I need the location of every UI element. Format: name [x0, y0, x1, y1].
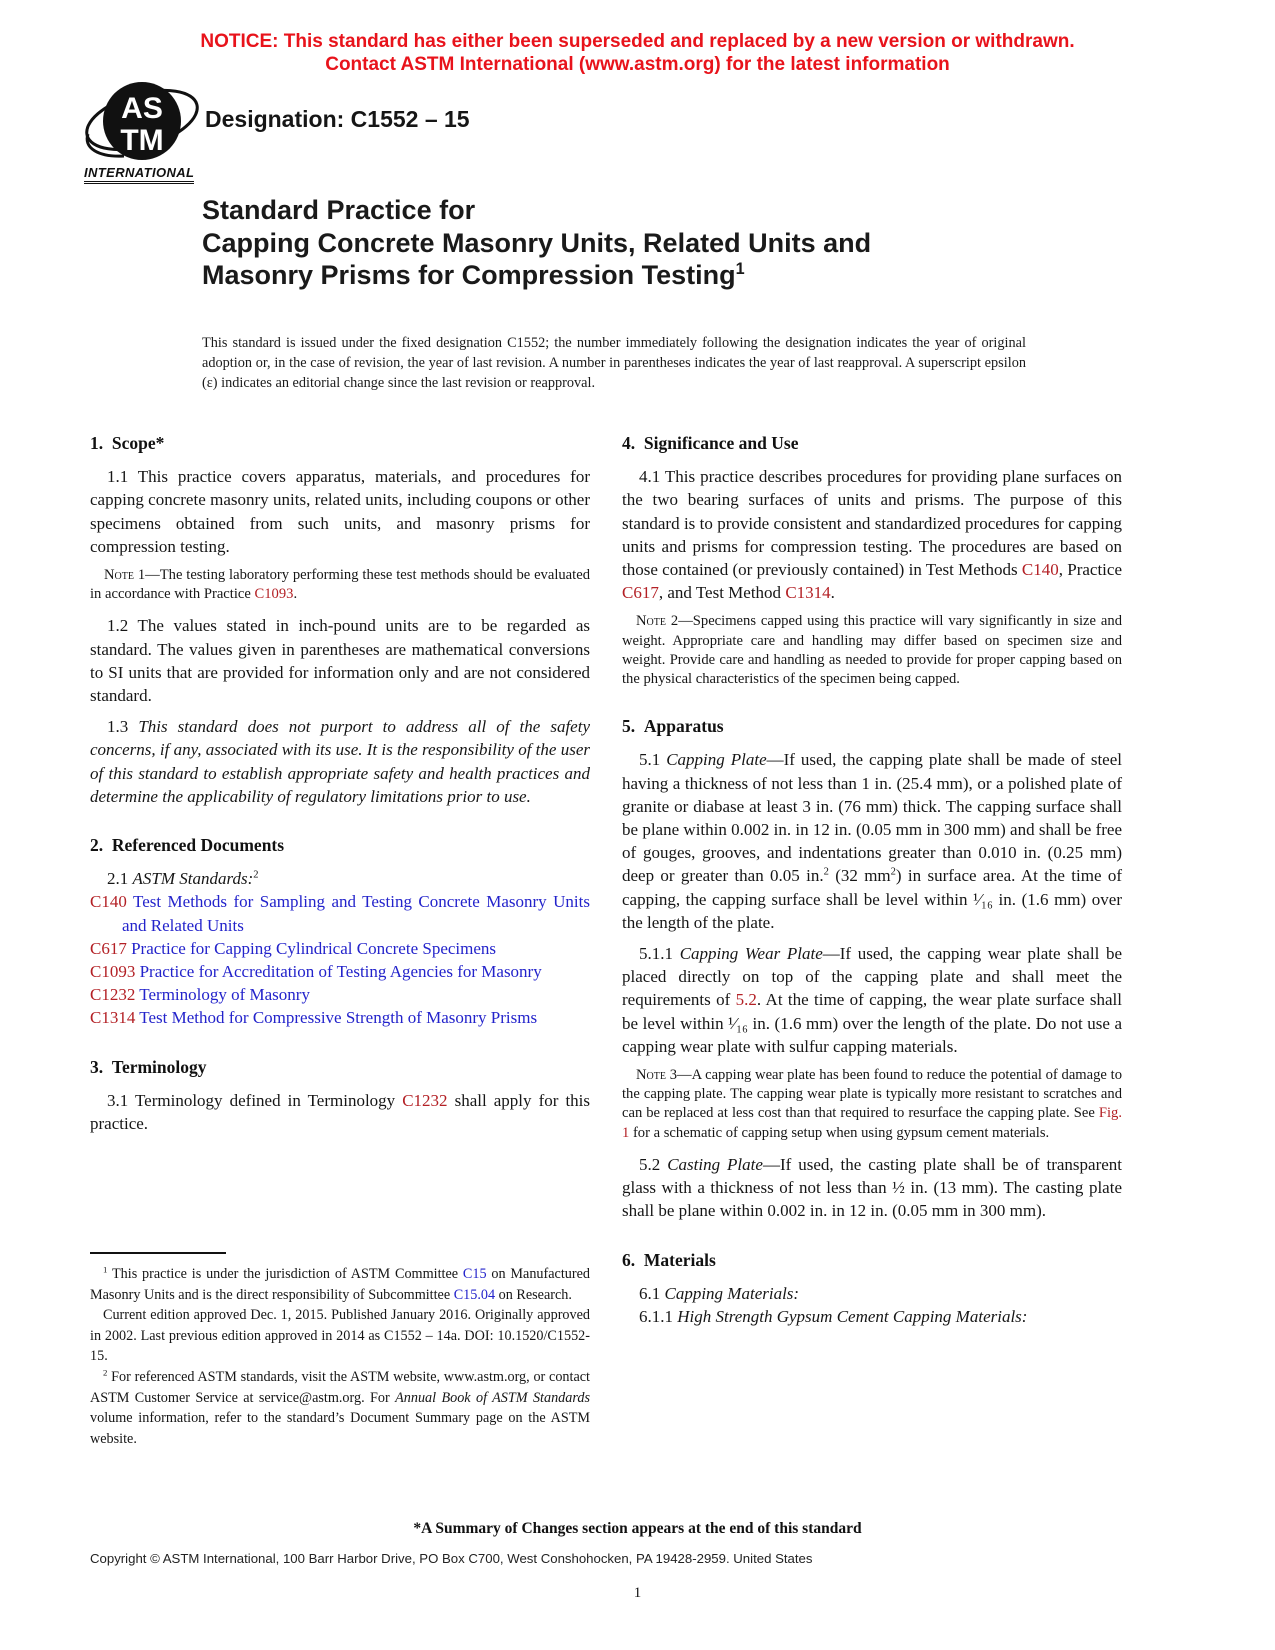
designation-text: Designation: C1552 – 15 — [205, 106, 470, 132]
ref-link[interactable]: C15.04 — [453, 1286, 496, 1303]
astm-logo — [84, 80, 210, 184]
footnote-edition: Current edition approved Dec. 1, 2015. Published January 2016. Originally approved in 2002. Last previous edition approved in 2014 as C1552 – 14a. DOI: 10.1520/C1552-15. — [90, 1307, 590, 1365]
para-6-1-1: 6.1.1 High Strength Gypsum Cement Capping Materials: — [639, 1306, 1028, 1326]
note-2: Note 2—Specimens capped using this practice will vary significantly in size and weight. Appropriate care and handling may differ based on specimen size and weight. Provide care and handling as needed to provide for proper capping based on the physical characteristics of the specimen being capped. — [622, 613, 1122, 688]
ref-link[interactable]: Terminology of Masonry — [135, 985, 310, 1005]
summary-of-changes-note: *A Summary of Changes section appears at the end of this standard — [413, 1520, 862, 1537]
footnote-1: $^1$ This practice is under the jurisdiction of ASTM Committee C15 on Manufactured Masonry Units and is the direct responsibility of Subcommittee C15.04 on Research. — [90, 1264, 590, 1303]
footnotes — [90, 1252, 590, 1449]
copyright-line: Copyright © ASTM International, 100 Barr Harbor Drive, PO Box C700, West Conshohocken, PA 19428-2959. United States — [90, 1551, 813, 1566]
section-significance-heading: 4. Significance and Use — [622, 433, 799, 453]
para-5-1-1: 5.1.1 Capping Wear Plate—If used, the capping wear plate shall be placed directly on top of the capping plate and shall meet the requirements of 5.2. At the time of capping, the wear plate surface shall be level within ¹⁄₁₆ in. (1.6 mm) over the length of the plate. Do not use a capping wear plate with sulfur capping materials. — [622, 944, 1123, 1056]
ref-link[interactable]: C140 — [90, 892, 127, 912]
ref-link[interactable]: C1093 — [254, 586, 294, 603]
para-5-2: 5.2 Casting Plate—If used, the casting plate shall be of transparent glass with a thickness of not less than ½ in. (13 mm). The casting plate shall be plane within 0.002 in. in 12 in. (0.05 mm in 300 mm). — [622, 1154, 1123, 1221]
footnote-separator — [90, 1252, 226, 1254]
section-terminology-heading: 3. Terminology — [90, 1056, 207, 1077]
para-6-1: 6.1 Capping Materials: — [639, 1283, 800, 1303]
astm-logo-letters-bottom: TM — [120, 124, 164, 157]
reference-item — [90, 1006, 590, 1029]
ref-link[interactable]: Fig. 1 — [622, 1105, 1122, 1141]
para-1-1: 1.1 This practice covers apparatus, materials, and procedures for capping concrete masonry units, related units, including coupons or other specimens obtained from such units, and masonry prisms for compression testing. — [90, 467, 590, 556]
reference-item — [90, 937, 590, 960]
reference-item — [90, 960, 590, 983]
para-3-1: 3.1 Terminology defined in Terminology C1232 shall apply for this practice. — [90, 1090, 591, 1134]
para-1-3: 1.3 This standard does not purport to address all of the safety concerns, if any, associated with its use. It is the responsibility of the user of this standard to establish appropriate safety and health practices and determine the applicability of regulatory limitations prior to use. — [90, 717, 590, 806]
ref-link[interactable]: C1314 — [785, 583, 831, 603]
ref-link[interactable]: C140 — [1021, 560, 1059, 580]
para-4-1: 4.1 This practice describes procedures for providing plane surfaces on the two bearing surfaces of units and prisms. The purpose of this standard is to provide consistent and standardized procedures for capping units and prisms for compression testing. The procedures are based on those contained (or previously contained) in Test Methods C140, Practice C617, and Test Method C1314. — [622, 467, 1122, 603]
right-column — [622, 432, 1122, 1328]
left-column — [90, 432, 590, 1143]
reference-item — [90, 983, 590, 1006]
ref-link[interactable]: C1314 — [90, 1008, 136, 1028]
ref-link[interactable]: C1093 — [90, 962, 136, 982]
ref-link[interactable]: C1232 — [90, 985, 136, 1005]
ref-link[interactable]: Practice for Capping Cylindrical Concrete Specimens — [126, 938, 497, 958]
ref-link[interactable]: Test Method for Compressive Strength of Masonry Prisms — [135, 1008, 538, 1028]
issuance-note: This standard is issued under the fixed designation C1552; the number immediately following the designation indicates the year of original adoption or, in the case of revision, the year of last revision. A number in parentheses indicates the year of last reapproval. A superscript epsilon (ε) indicates an editorial change since the last revision or reapproval. — [202, 335, 1026, 391]
ref-link[interactable]: C15 — [462, 1266, 487, 1282]
para-2-1: 2.1 ASTM Standards:$^2$ — [107, 869, 259, 889]
page-number: 1 — [633, 1585, 642, 1601]
ref-link[interactable]: 5.2 — [735, 990, 757, 1010]
ref-link[interactable]: C617 — [90, 938, 127, 958]
ref-link[interactable]: C617 — [622, 583, 659, 603]
superseded-notice — [0, 30, 1275, 76]
para-5-1: 5.1 Capping Plate—If used, the capping plate shall be made of steel having a thickness of not less than 1 in. (25.4 mm), or a polished plate of granite or diabase at least 3 in. (76 mm) thick. The capping surface shall be plane within 0.002 in. in 12 in. (0.05 mm in 300 mm) and shall be free of gouges, grooves, and indentations greater than 0.010 in. (0.25 mm) deep or greater than 0.05 in.$^2$ (32 $mm^2$) in surface area. At the time of capping, the capping surface shall be level within ¹⁄₁₆ in. (1.6 mm) over the length of the plate. — [622, 750, 1122, 932]
note-1: Note 1—The testing laboratory performing these test methods should be evaluated in accordance with Practice C1093. — [90, 567, 590, 603]
superseded-notice-line2: Contact ASTM International (www.astm.org) for the latest information — [325, 54, 950, 75]
ref-link[interactable]: Test Methods for Sampling and Testing Concrete Masonry Units and Related Units — [122, 892, 590, 935]
document-title — [202, 194, 871, 292]
title-line2: Capping Concrete Masonry Units, Related Units and — [202, 227, 872, 258]
section-materials-heading: 6. Materials — [622, 1249, 716, 1270]
astm-international-label: INTERNATIONAL — [84, 165, 194, 184]
para-1-2: 1.2 The values stated in inch-pound units are to be regarded as standard. The values given in parentheses are mathematical conversions to SI units that are provided for information only and are not considered standard. — [90, 616, 590, 706]
title-line3: Masonry Prisms for Compression Testing$^1$ — [202, 260, 745, 290]
superseded-notice-line1: NOTICE: This standard has either been superseded and replaced by a new version or withdrawn. — [200, 31, 1075, 52]
ref-link[interactable]: C1232 — [402, 1090, 448, 1110]
reference-item — [90, 890, 590, 936]
astm-logo-letters-top: AS — [121, 92, 163, 125]
title-line1: Standard Practice for — [202, 195, 476, 225]
section-scope-heading: 1. Scope* — [90, 433, 165, 453]
astm-logo-icon — [84, 80, 204, 164]
section-apparatus-heading: 5. Apparatus — [622, 716, 724, 737]
note-3: Note 3—A capping wear plate has been found to reduce the potential of damage to the capping plate. The capping wear plate is typically more resistant to scratches and can be replaced at less cost than that required to resurface the capping plate. See Fig. 1 for a schematic of capping setup when using gypsum cement materials. — [622, 1067, 1122, 1141]
section-referenced-documents-heading: 2. Referenced Documents — [90, 835, 285, 856]
ref-link[interactable]: Practice for Accreditation of Testing Agencies for Masonry — [135, 962, 542, 982]
footnote-2: $^2$ For referenced ASTM standards, visit the ASTM website, www.astm.org, or contact ASTM Customer Service at service@astm.org. For Annual Book of ASTM Standards volume information, refer to the standard’s Document Summary page on the ASTM website. — [90, 1367, 590, 1447]
